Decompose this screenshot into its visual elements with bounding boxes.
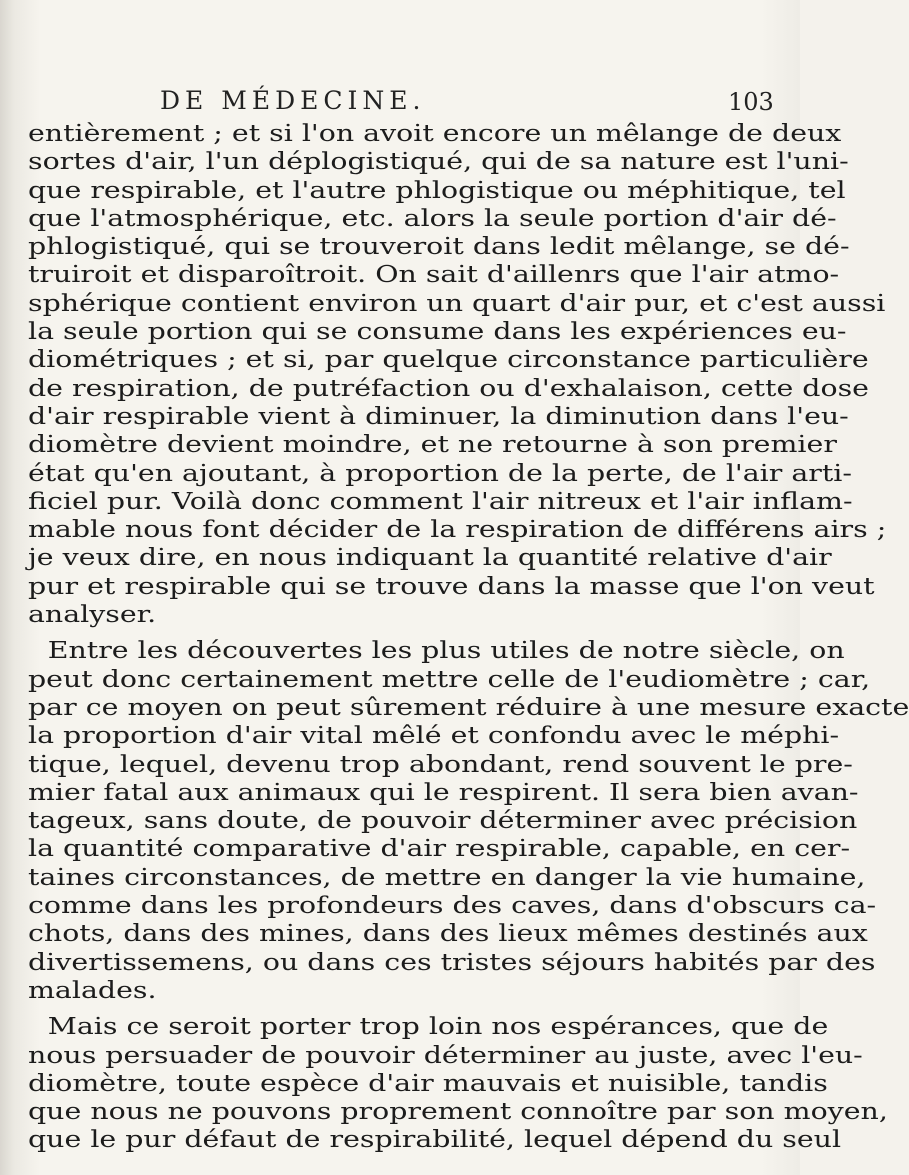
text-line: sortes d'air, l'un déplogistiqué, qui de sa nature est l'uni- xyxy=(28,149,849,176)
text-line: la seule portion qui se consume dans les expériences eu- xyxy=(28,319,847,346)
text-line: Mais ce seroit porter trop loin nos espérances, que de xyxy=(47,1014,829,1041)
text-line: sphérique contient environ un quart d'air pur, et c'est aussi xyxy=(28,290,886,317)
text-line: ficiel pur. Voilà donc comment l'air nitreux et l'air inflam- xyxy=(28,488,853,515)
text-line: analyser. xyxy=(28,602,157,629)
text-line: divertissemens, ou dans ces tristes séjours habités par des xyxy=(28,949,876,976)
text-line: état qu'en ajoutant, à proportion de la perte, de l'air arti- xyxy=(28,460,852,487)
text-line: que nous ne pouvons proprement connoître par son moyen, xyxy=(28,1099,888,1126)
text-line: peut donc certainement mettre celle de l'eudiomètre ; car, xyxy=(28,666,871,693)
text-line: Entre les découvertes les plus utiles de notre siècle, on xyxy=(47,638,845,665)
text-line: taines circonstances, de mettre en danger la vie humaine, xyxy=(28,864,866,891)
text-line: pur et respirable qui se trouve dans la masse que l'on veut xyxy=(28,573,875,600)
text-line: mier fatal aux animaux qui le respirent. Il sera bien avan- xyxy=(28,779,859,806)
text-line: tique, lequel, devenu trop abondant, rend souvent le pre- xyxy=(28,751,853,778)
page-number: 103 xyxy=(728,88,774,116)
text-line: chots, dans des mines, dans des lieux mêmes destinés aux xyxy=(28,921,868,948)
text-line: diomètre devient moindre, et ne retourne à son premier xyxy=(28,432,837,459)
text-line: entièrement ; et si l'on avoit encore un mêlange de deux xyxy=(28,121,842,147)
text-line: d'air respirable vient à diminuer, la diminution dans l'eu- xyxy=(28,403,849,430)
text-line: la proportion d'air vital mêlé et confondu avec le méphi- xyxy=(28,723,840,750)
text-line: truiroit et disparoîtroit. On sait d'aillenrs que l'air atmo- xyxy=(28,262,840,289)
body-text xyxy=(28,120,909,1155)
text-line: que le pur défaut de respirabilité, lequel dépend du seul xyxy=(28,1127,842,1154)
text-line: je veux dire, en nous indiquant la quantité relative d'air xyxy=(28,545,832,572)
text-line: diomètre, toute espèce d'air mauvais et nuisible, tandis xyxy=(28,1070,828,1097)
text-line: nous persuader de pouvoir déterminer au juste, avec l'eu- xyxy=(28,1042,863,1069)
text-line: la quantité comparative d'air respirable, capable, en cer- xyxy=(28,836,851,863)
text-line: que l'atmosphérique, etc. alors la seule portion d'air dé- xyxy=(28,205,837,232)
text-line: comme dans les profondeurs des caves, dans d'obscurs ca- xyxy=(28,893,877,920)
paragraph-2 xyxy=(28,637,909,1005)
running-header: DE MÉDECINE. xyxy=(160,86,426,115)
text-line: que respirable, et l'autre phlogistique ou méphitique, tel xyxy=(28,177,846,204)
paragraph-1 xyxy=(28,120,887,629)
text-line: malades. xyxy=(28,977,157,1004)
text-line: de respiration, de putréfaction ou d'exhalaison, cette dose xyxy=(28,375,869,402)
text-line: mable nous font décider de la respiration de différens airs ; xyxy=(28,517,887,544)
text-line: diométriques ; et si, par quelque circonstance particulière xyxy=(28,347,869,374)
paragraph-3 xyxy=(28,1013,888,1154)
text-line: par ce moyen on peut sûrement réduire à une mesure exacte xyxy=(28,694,909,721)
text-line: tageux, sans doute, de pouvoir déterminer avec précision xyxy=(28,808,858,835)
text-line: phlogistiqué, qui se trouveroit dans ledit mêlange, se dé- xyxy=(28,234,850,261)
